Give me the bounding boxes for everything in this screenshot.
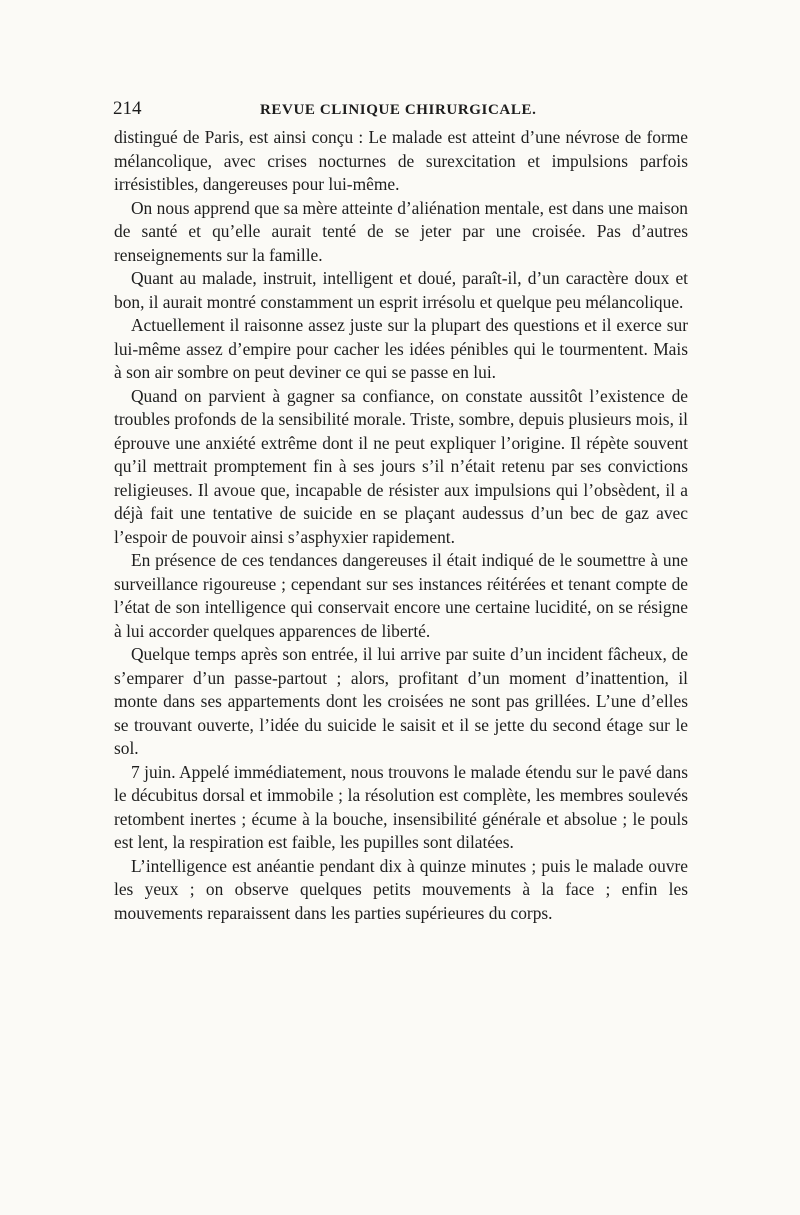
paragraph: Quelque temps après son entrée, il lui arrive par suite d’un incident fâcheux, de s’emparer d’un passe-partout ; alors, profitant d’un moment d’inattention, il monte dans ses appartements dont les croisées ne sont pas grillées. L’une d’elles se trouvant ouverte, l’idée du suicide le saisit et il se jette du second étage sur le sol.: [114, 644, 688, 758]
paragraph: On nous apprend que sa mère atteinte d’aliénation mentale, est dans une maison de santé et qu’elle aurait tenté de se jeter par une croisée. Pas d’autres renseignements sur la famille.: [114, 197, 688, 265]
paragraph: Actuellement il raisonne assez juste sur la plupart des questions et il exerce sur lui-même assez d’empire pour cacher les idées pénibles qui le tourmentent. Mais à son air sombre on peut deviner ce qui se passe en lui.: [114, 315, 688, 382]
paragraph: L’intelligence est anéantie pendant dix à quinze minutes ; puis le malade ouvre les yeux ; on observe quelques petits mouvements à la face ; enfin les mouvements reparaissent dans les parties supérieures du corps.: [114, 855, 688, 923]
paragraph: En présence de ces tendances dangereuses il était indiqué de le soumettre à une surveillance rigoureuse ; cependant sur ses instances réitérées et tenant compte de l’état de son intelligence qui conservait encore une certaine lucidité, on se résigne à lui accorder quelques apparences de liberté.: [114, 550, 688, 641]
paragraph: Quant au malade, instruit, intelligent et doué, paraît-il, d’un caractère doux et bon, il aurait montré constamment un esprit irrésolu et quelque peu mélancolique.: [114, 268, 688, 312]
paragraph: Quand on parvient à gagner sa confiance, on constate aussitôt l’existence de troubles profonds de la sensibilité morale. Triste, sombre, depuis plusieurs mois, il éprouve une anxiété extrême dont il ne peut expliquer l’origine. Il répète souvent qu’il mettrait promptement fin à ses jours s’il n’était retenu par ses convictions religieuses. Il avoue que, incapable de résister aux impulsions qui l’obsèdent, il a déjà fait une tentative de suicide en se plaçant audessus d’un bec de gaz avec l’espoir de pouvoir ainsi s’asphyxier rapidement.: [114, 385, 688, 547]
running-title: REVUE CLINIQUE CHIRURGICALE.: [260, 102, 537, 118]
page-number: 214: [113, 98, 142, 119]
paragraph: distingué de Paris, est ainsi conçu : Le malade est atteint d’une névrose de forme mélancolique, avec crises nocturnes de surexcitation et impulsions parfois irrésistibles, dangereuses pour lui-même.: [114, 127, 688, 194]
page-header: [113, 98, 688, 124]
paragraph: 7 juin. Appelé immédiatement, nous trouvons le malade étendu sur le pavé dans le décubitus dorsal et immobile ; la résolution est complète, les membres soulevés retombent inertes ; écume à la bouche, insensibilité générale et absolue ; le pouls est lent, la respiration est faible, les pupilles sont dilatées.: [114, 761, 688, 852]
body-text: [114, 126, 688, 925]
